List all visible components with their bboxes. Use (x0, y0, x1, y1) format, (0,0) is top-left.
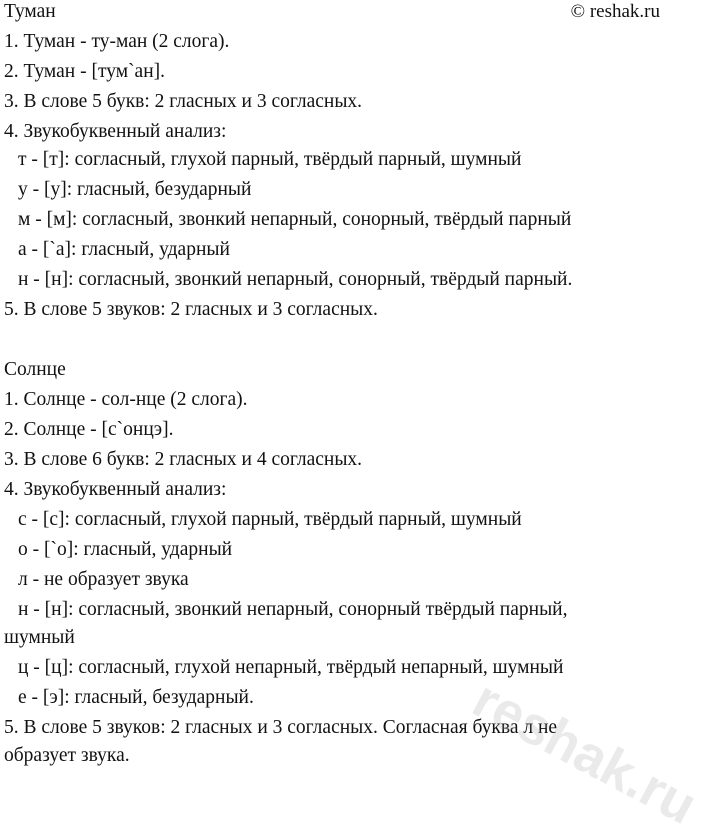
copyright-label: © reshak.ru (570, 1, 660, 22)
tuman-letter-count: 3. В слове 5 букв: 2 гласных и 3 согласных. (4, 91, 363, 112)
solntse-letter-count: 3. В слове 6 букв: 2 гласных и 4 согласных. (4, 449, 363, 470)
solntse-letter-n-continuation: шумный (4, 627, 75, 648)
solntse-analysis-heading: 4. Звукобуквенный анализ: (4, 479, 227, 500)
solntse-sound-count: 5. В слове 5 звуков: 2 гласных и 3 согласных. Согласная буква л не (4, 717, 558, 738)
tuman-sound-count: 5. В слове 5 звуков: 2 гласных и 3 согласных. (4, 299, 378, 320)
solntse-letter-ts: ц - [ц]: согласный, глухой непарный, твёрдый непарный, шумный (18, 657, 564, 678)
tuman-letter-m: м - [м]: согласный, звонкий непарный, сонорный, твёрдый парный (18, 209, 572, 230)
tuman-letter-t: т - [т]: согласный, глухой парный, твёрдый парный, шумный (18, 149, 522, 170)
solntse-letter-s: с - [с]: согласный, глухой парный, твёрдый парный, шумный (18, 509, 522, 530)
tuman-letter-u: у - [у]: гласный, безударный (18, 179, 252, 200)
solntse-syllables: 1. Солнце - сол-нце (2 слога). (4, 389, 248, 410)
document-page (4, 0, 707, 837)
watermark-logo: reshak.ru (463, 668, 707, 837)
tuman-transcription: 2. Туман - [тум`ан]. (4, 61, 166, 82)
solntse-letter-e: е - [э]: гласный, безударный. (18, 687, 254, 708)
solntse-letter-l: л - не образует звука (18, 569, 189, 590)
solntse-letter-o: о - [`о]: гласный, ударный (18, 539, 233, 560)
tuman-letter-a: а - [`а]: гласный, ударный (18, 239, 230, 260)
section-title-tuman: Туман (4, 1, 56, 22)
solntse-transcription: 2. Солнце - [с`онцэ]. (4, 419, 174, 440)
section-title-solntse: Солнце (4, 359, 66, 380)
tuman-analysis-heading: 4. Звукобуквенный анализ: (4, 121, 227, 142)
solntse-sound-count-continuation: образует звука. (4, 745, 130, 766)
solntse-letter-n: н - [н]: согласный, звонкий непарный, сонорный твёрдый парный, (18, 599, 568, 620)
tuman-syllables: 1. Туман - ту-ман (2 слога). (4, 31, 230, 52)
tuman-letter-n: н - [н]: согласный, звонкий непарный, сонорный, твёрдый парный. (18, 269, 573, 290)
